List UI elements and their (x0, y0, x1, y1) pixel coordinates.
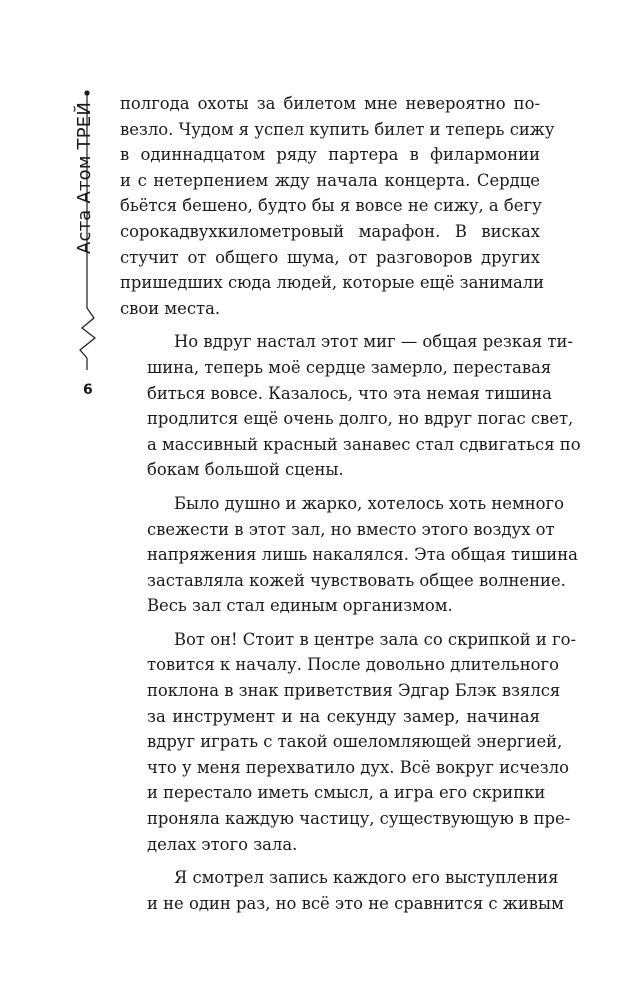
text-line: что у меня перехватило дух. Всё вокруг исчезло (147, 757, 569, 777)
text-line: везло. Чудом я успел купить билет и теперь сижу (120, 119, 555, 139)
text-line: Но вдруг настал этот миг — общая резкая ти- (174, 332, 573, 352)
page-number: 6 (83, 382, 93, 398)
paragraph (120, 865, 564, 916)
text-line: и перестало иметь смысл, а игра его скрипки (147, 783, 546, 803)
paragraph (120, 91, 555, 321)
paragraph (120, 491, 578, 619)
text-line: продлится ещё очень долго, но вдруг погас свет, (147, 409, 574, 429)
text-line: полгода охоты за билетом мне невероятно по- (120, 94, 540, 113)
text-line: Вот он! Стоит в центре зала со скрипкой и го- (174, 629, 577, 649)
text-line: свежести в этот зал, но вместо этого воздух от (147, 519, 555, 539)
text-line: поклона в знак приветствия Эдгар Блэк взялся (147, 681, 561, 701)
text-line: биться вовсе. Казалось, что эта немая тишина (147, 383, 552, 403)
text-line: вдруг играть с такой ошеломляющей энергией, (147, 732, 563, 752)
text-line: и не один раз, но всё это не сравнится с живым (147, 893, 564, 913)
text-line: товится к началу. После довольно длительного (147, 655, 559, 675)
body-text (120, 91, 581, 924)
text-line: пришедших сюда людей, которые ещё занимали (120, 273, 545, 293)
text-line: шина, теперь моё сердце замерло, переставая (147, 357, 552, 377)
text-line: Весь зал стал единым организмом. (147, 596, 453, 616)
text-line: проняла каждую частицу, существующую в пре- (147, 809, 571, 829)
text-line: Я смотрел запись каждого его выступления (174, 868, 559, 888)
text-line: заставляла кожей чувствовать общее волнение. (147, 570, 566, 590)
text-line: делах этого зала. (147, 834, 298, 854)
paragraph (120, 329, 581, 483)
text-line: бокам большой сцены. (147, 460, 344, 480)
text-line: напряжения лишь накалялся. Эта общая тишина (147, 545, 578, 565)
text-line: бьётся бешено, будто бы я вовсе не сижу, а бегу (120, 196, 542, 216)
running-head-author-title: Аста Атом ТРЕЙ (74, 101, 95, 254)
text-line: а массивный красный занавес стал сдвигаться по (147, 434, 581, 454)
text-line: сорокадвухкилометровый марафон. В висках (120, 221, 540, 241)
text-line: за инструмент и на секунду замер, начиная (147, 706, 540, 726)
text-line: стучит от общего шума, от разговоров других (120, 247, 540, 267)
text-line: свои места. (120, 298, 221, 318)
text-line: и с нетерпением жду начала концерта. Сердце (120, 170, 540, 190)
text-line: в одиннадцатом ряду партера в филармонии (120, 145, 540, 165)
paragraph (120, 627, 577, 857)
text-line: Было душно и жарко, хотелось хоть немного (174, 493, 564, 513)
